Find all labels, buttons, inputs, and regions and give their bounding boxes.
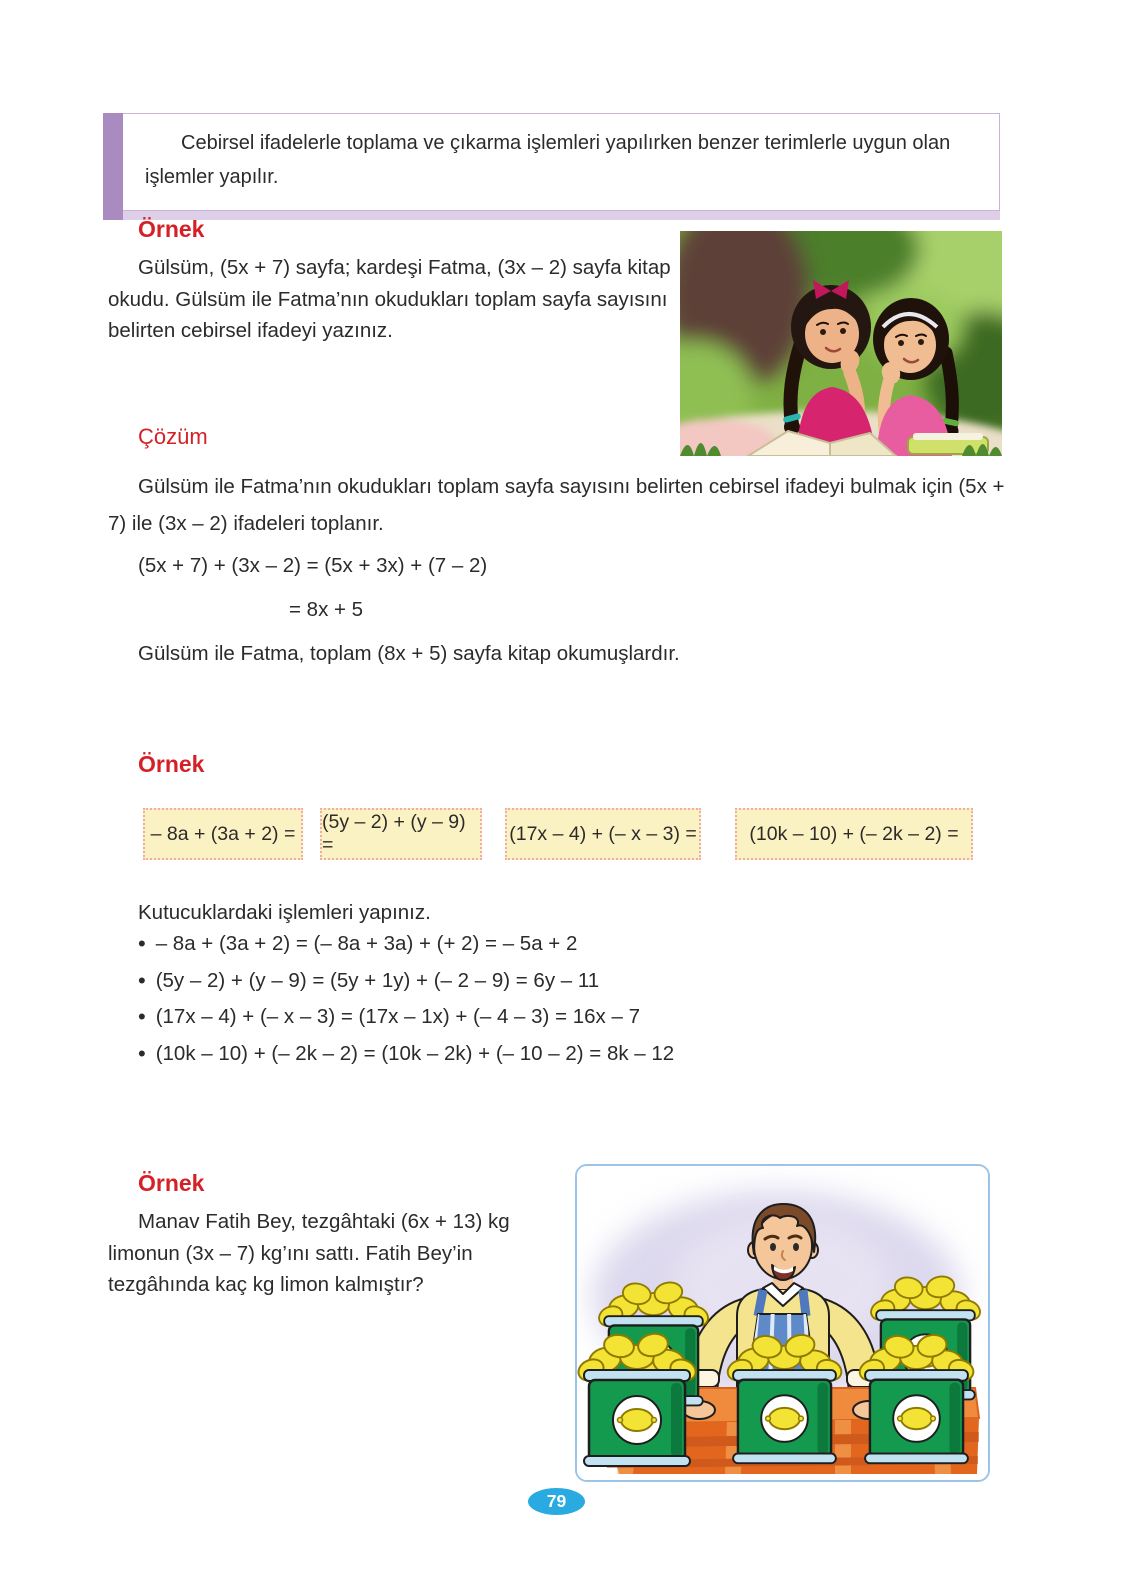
solution-equation-line1: (5x + 7) + (3x – 2) = (5x + 3x) + (7 – 2) — [138, 554, 488, 577]
example3-body: Manav Fatih Bey, tezgâhtaki (6x + 13) kg limonun (3x – 7) kg’ını sattı. Fatih Bey’in tezgâhında kaç kg limon kalmıştır? — [108, 1210, 510, 1296]
list-item: • (10k – 10) + (– 2k – 2) = (10k – 2k) + (– 10 – 2) = 8k – 12 — [138, 1036, 674, 1073]
greengrocer-illustration — [575, 1164, 990, 1482]
example2-solutions-list — [138, 926, 674, 1072]
example2-instruction: Kutucuklardaki işlemleri yapınız. — [138, 901, 431, 924]
example1-heading: Örnek — [138, 216, 205, 242]
solution-conclusion: Gülsüm ile Fatma, toplam (8x + 5) sayfa kitap okumuşlardır. — [138, 642, 680, 665]
exercise-box-4: (10k – 10) + (– 2k – 2) = — [735, 808, 973, 860]
exercise-box-1: – 8a + (3a + 2) = — [143, 808, 303, 860]
example3-heading: Örnek — [138, 1170, 205, 1196]
exercise-box-3: (17x – 4) + (– x – 3) = — [505, 808, 701, 860]
solution-equation-line2: = 8x + 5 — [289, 598, 364, 621]
girls-reading-photo — [680, 231, 1002, 456]
list-item: • (5y – 2) + (y – 9) = (5y + 1y) + (– 2 – 9) = 6y – 11 — [138, 963, 674, 1000]
rule-info-box — [103, 113, 1000, 220]
girls-reading-photo-graphic — [680, 231, 1002, 456]
exercise-box-2: (5y – 2) + (y – 9) = — [320, 808, 482, 860]
example1-body: Gülsüm, (5x + 7) sayfa; kardeşi Fatma, (3x – 2) sayfa kitap okudu. Gülsüm ile Fatma’nın okudukları toplam sayfa sayısını belirten cebirsel ifadeyi yazınız. — [108, 256, 671, 342]
greengrocer-illustration-graphic — [577, 1166, 988, 1480]
list-item: • (17x – 4) + (– x – 3) = (17x – 1x) + (– 4 – 3) = 16x – 7 — [138, 999, 674, 1036]
example2-heading: Örnek — [138, 751, 205, 777]
info-box-main — [123, 113, 1000, 220]
info-box-bottom-strip — [123, 211, 1000, 220]
solution-heading: Çözüm — [138, 424, 208, 449]
info-box-accent-bar — [103, 113, 123, 220]
rule-text: Cebirsel ifadelerle toplama ve çıkarma işlemleri yapılırken benzer terimlerle uygun olan işlemler yapılır. — [123, 113, 1000, 211]
page-number-badge: 79 — [528, 1488, 585, 1515]
solution-body: Gülsüm ile Fatma’nın okudukları toplam sayfa sayısını belirten cebirsel ifadeyi bulmak için (5x + 7) ile (3x – 2) ifadeleri toplanır. — [108, 475, 1005, 535]
list-item: • – 8a + (3a + 2) = (– 8a + 3a) + (+ 2) = – 5a + 2 — [138, 926, 674, 963]
